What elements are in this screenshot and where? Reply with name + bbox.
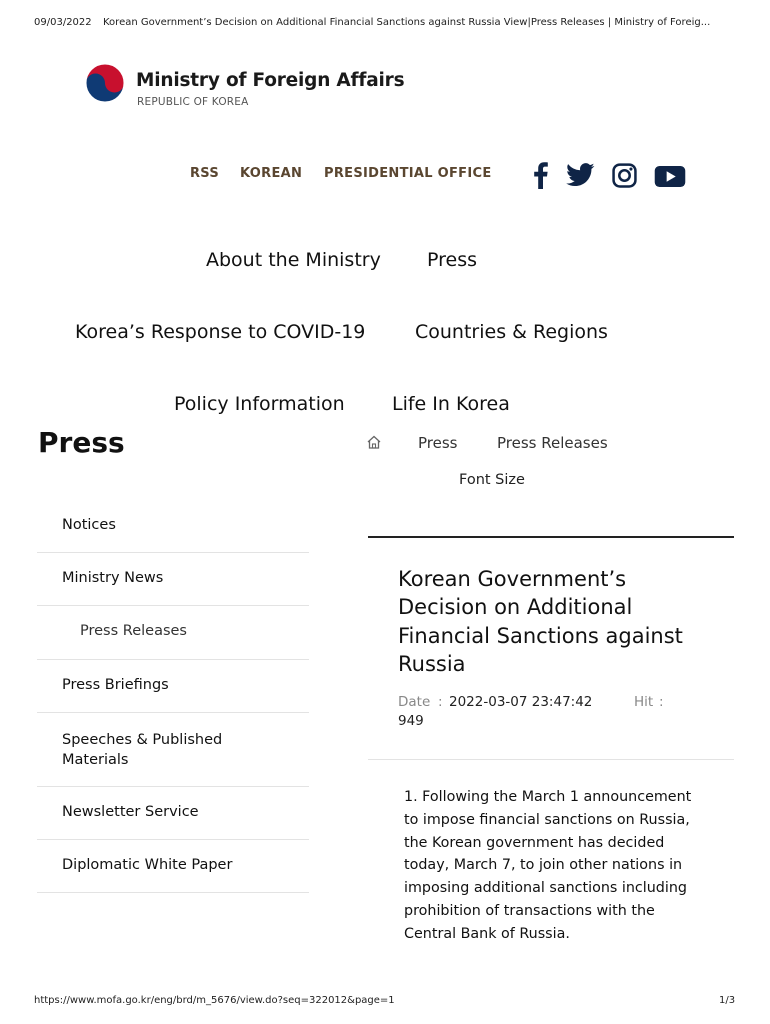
home-icon[interactable] bbox=[366, 434, 382, 450]
presidential-office-link[interactable]: PRESIDENTIAL OFFICE bbox=[324, 166, 492, 181]
article-hits: 949 bbox=[398, 713, 424, 729]
sidebar-item-notices[interactable]: Notices bbox=[37, 500, 309, 553]
hit-label: Hit bbox=[634, 694, 654, 710]
twitter-icon[interactable] bbox=[566, 163, 595, 187]
print-url: https://www.mofa.go.kr/eng/brd/m_5676/view.do?seq=322012&page=1 bbox=[34, 995, 395, 1006]
nav-policy-information[interactable]: Policy Information bbox=[174, 393, 345, 415]
sidebar-item-press-briefings[interactable]: Press Briefings bbox=[37, 660, 309, 713]
date-label: Date bbox=[398, 694, 431, 710]
nav-life-in-korea[interactable]: Life In Korea bbox=[392, 393, 510, 415]
nav-press[interactable]: Press bbox=[427, 249, 478, 271]
sidebar-title: Press bbox=[38, 430, 125, 459]
sidebar-item-speeches[interactable]: Speeches & Published Materials bbox=[37, 713, 309, 787]
font-size-control[interactable]: Font Size bbox=[459, 472, 525, 488]
article-top-rule bbox=[368, 536, 734, 538]
print-date: 09/03/2022 bbox=[34, 17, 92, 28]
date-colon: : bbox=[438, 694, 443, 710]
facebook-icon[interactable] bbox=[531, 161, 549, 189]
print-title: Korean Government’s Decision on Additional Financial Sanctions against Russia View|Press Releases | Ministry of Foreig... bbox=[103, 17, 711, 28]
sidebar-menu bbox=[37, 500, 309, 893]
nav-covid-response[interactable]: Korea’s Response to COVID-19 bbox=[75, 321, 366, 343]
rss-link[interactable]: RSS bbox=[190, 166, 220, 181]
breadcrumb-press-releases[interactable]: Press Releases bbox=[497, 434, 608, 452]
meta-divider bbox=[368, 759, 734, 760]
nav-countries-regions[interactable]: Countries & Regions bbox=[415, 321, 608, 343]
breadcrumb-press[interactable]: Press bbox=[418, 434, 458, 452]
sidebar-item-ministry-news[interactable]: Ministry News bbox=[37, 553, 309, 606]
print-page-number: 1/3 bbox=[719, 995, 736, 1006]
sidebar-item-newsletter[interactable]: Newsletter Service bbox=[37, 787, 309, 840]
print-header bbox=[34, 17, 711, 28]
brand-subtitle: REPUBLIC OF KOREA bbox=[137, 96, 249, 108]
nav-about-ministry[interactable]: About the Ministry bbox=[206, 249, 381, 271]
sidebar-item-press-releases[interactable]: Press Releases bbox=[37, 606, 309, 660]
korean-link[interactable]: KOREAN bbox=[240, 166, 303, 181]
article-date: 2022-03-07 23:47:42 bbox=[449, 694, 593, 710]
sidebar-item-white-paper[interactable]: Diplomatic White Paper bbox=[37, 840, 309, 893]
instagram-icon[interactable] bbox=[612, 163, 637, 188]
youtube-icon[interactable] bbox=[654, 166, 686, 187]
article-body: 1. Following the March 1 announcement to impose financial sanctions on Russia, the Korean government has decided today, March 7, to join other nations in imposing additional sanctions including prohibition of transactions with the Central Bank of Russia. bbox=[404, 789, 692, 942]
breadcrumb bbox=[366, 432, 656, 452]
brand-title[interactable]: Ministry of Foreign Affairs bbox=[136, 70, 405, 91]
hit-colon: : bbox=[659, 694, 664, 710]
taegeuk-logo-icon[interactable] bbox=[85, 63, 125, 103]
article-title: Korean Government’s Decision on Additional Financial Sanctions against Russia bbox=[398, 567, 683, 676]
